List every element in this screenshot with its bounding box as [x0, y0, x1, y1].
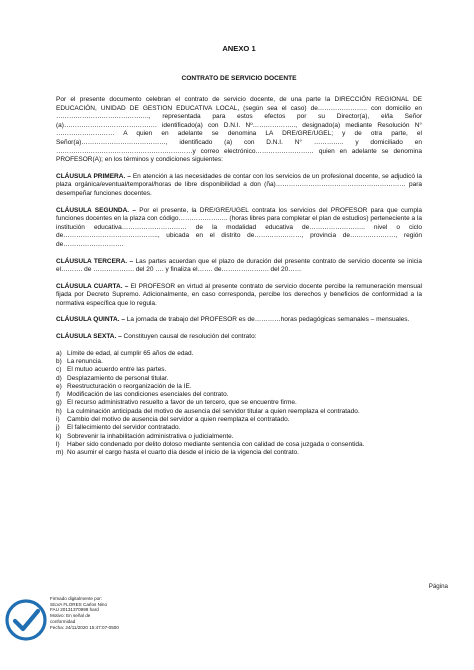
cause-marker: f) — [56, 391, 60, 399]
cause-text: Desplazamiento de personal titular. — [67, 374, 169, 382]
cause-marker: b) — [56, 357, 62, 365]
intro-paragraph: Por el presente documento celebran el contrato de servicio docente, de una parte la DIRECCIÓN REGIONAL DE EDUCACIÓN, UNIDAD DE GESTION EDUCATIVA LOCAL, (según sea el caso) de………………….. con domicilio en ……………………………………., representada para estos efectos por su Director(a), el/la Señor (a)……………………………………. identificado(a) con D.N.I. Nº……………….., designado(a) mediante Resolución N° ……………………… A quien en adelante se denomina LA DRE/GRE/UGEL; y de otra parte, el Señor(a)…………………………………, identificado (a) con D.N.I. N° ………….. y domiciliado en ………………………………………………………y correo electrónico……………………… quien en adelante se denomina PROFESOR(A); en los términos y condiciones siguientes: — [56, 96, 422, 164]
cause-marker: i) — [56, 416, 60, 424]
cause-text: Reestructuración o reorganización de la IE. — [67, 382, 192, 390]
cause-marker: g) — [56, 399, 62, 407]
cause-marker: l) — [56, 440, 60, 448]
cause-item — [56, 375, 422, 383]
cause-item — [56, 383, 422, 391]
clause-label: CLÁUSULA QUINTA. – — [56, 316, 125, 324]
clause-label: CLÁUSULA CUARTA. – — [56, 282, 129, 290]
signature-text — [50, 596, 119, 630]
cause-item — [56, 350, 422, 358]
clause-label: CLÁUSULA TERCERA. – — [56, 257, 134, 265]
cause-text: El fallecimiento del servidor contratado. — [67, 424, 181, 432]
causes-list — [56, 350, 422, 458]
clause-text: En atención a las necesidades de contar con los servicios de un profesional docente, se adjudicó la plaza orgánica/eventual/temporal/horas de libre disponibilidad a don (ña)…………………………………………………… para desempeñar funciones docentes. — [56, 172, 422, 197]
clause-label: CLÁUSULA PRIMERA. – — [56, 172, 131, 180]
clause-text: Constituyen causal de resolución del contrato: — [121, 333, 257, 341]
clause-text: La jornada de trabajo del PROFESOR es de…………horas pedagógicas semanales – mensuales. — [124, 316, 410, 324]
cause-text: Modificación de las condiciones esenciales del contrato. — [67, 391, 229, 399]
clause-text: Las partes acuerdan que el plazo de duración del presente contrato de servicio docente se inicia el………. de ………………. del 20 …. y finaliza el……. de…………………. del 20…… — [56, 257, 422, 274]
signature-line: Firmado digitalmente por: — [50, 596, 103, 601]
cause-marker: h) — [56, 407, 62, 415]
cause-marker: a) — [56, 349, 62, 357]
cause-item — [56, 408, 422, 416]
signature-line: SILVA FLORES Carlos Nino — [50, 601, 108, 607]
clause-paragraph — [56, 258, 422, 275]
clause-label: CLÁUSULA SEGUNDA. – — [56, 206, 137, 214]
cause-item — [56, 441, 422, 449]
clause-paragraph — [56, 316, 422, 325]
contract-title: CONTRATO DE SERVICIO DOCENTE — [181, 75, 297, 82]
cause-text: El mutuo acuerdo entre las partes. — [67, 366, 167, 374]
cause-item — [56, 366, 422, 374]
cause-item — [56, 391, 422, 399]
cause-text: El recurso administrativo resuelto a favor de un tercero, que se encuentre firme. — [67, 399, 297, 407]
cause-text: No asumir el cargo hasta el cuarto día desde el inicio de la vigencia del contrato. — [67, 449, 299, 457]
cause-text: La renuncia. — [67, 357, 103, 365]
cause-text: Haber sido condenado por delito doloso mediante sentencia con calidad de cosa juzgada o consentida. — [67, 440, 365, 448]
cause-item — [56, 358, 422, 366]
cause-text: La culminación anticipada del motivo de ausencia del servidor titular a quien reemplaza el contratado. — [67, 407, 360, 415]
cause-marker: d) — [56, 374, 62, 382]
cause-marker: c) — [56, 366, 62, 374]
signature-line: FAU 20131370998 hard — [50, 607, 99, 613]
clause-paragraph — [56, 207, 422, 250]
cause-text: Cambio del motivo de ausencia del servidor a quien reemplaza el contratado. — [67, 416, 290, 424]
clauses — [56, 173, 422, 325]
clause-sexta — [56, 333, 422, 342]
annex-title: ANEXO 1 — [222, 44, 256, 53]
cause-item — [56, 433, 422, 441]
cause-marker: j) — [56, 424, 60, 432]
cause-marker: e) — [56, 382, 62, 390]
signature-line: conformidad — [50, 618, 76, 624]
signature-line: Motivo: En señal de — [50, 613, 91, 619]
cause-item — [56, 416, 422, 424]
cause-text: Sobrevenir la inhabilitación administrativa o judicialmente. — [67, 432, 234, 440]
cause-marker: m) — [56, 449, 64, 457]
cause-item — [56, 424, 422, 432]
cause-marker: k) — [56, 432, 62, 440]
clause-paragraph — [56, 283, 422, 309]
cause-text: Límite de edad, al cumplir 65 años de edad. — [67, 349, 194, 357]
signature-line: Fecha: 24/11/2020 15:47:07-0500 — [50, 624, 119, 630]
signature-check — [15, 611, 38, 629]
clause-text: El PROFESOR en virtud al presente contrato de servicio docente percibe la remuneración mensual fijada por Decreto Supremo. Adicionalmente, en caso corresponda, percibe los derechos y beneficios de conformidad a la normativa específica que lo regula. — [56, 282, 423, 307]
clause-text: Por el presente, la DRE/GRE/UGEL contrata los servicios del PROFESOR para que cumpla funciones docentes en la plaza con código………………….. (horas libres para completar el plan de estudios) perteneciente a la institución educativa………………………… de la modalidad educativa de…………………….. nivel o ciclo de…………………………………….., ubicada en el distrito de………….………, provincia de…………………, región de………………………. — [56, 206, 423, 248]
cause-item — [56, 449, 422, 457]
clause-paragraph — [56, 173, 422, 199]
digital-signature — [4, 596, 154, 666]
page-label: Página — [428, 583, 448, 590]
cause-item — [56, 399, 422, 407]
clause-label: CLÁUSULA SEXTA. – — [56, 333, 122, 341]
signature-check-icon — [4, 598, 48, 642]
signature-ring — [7, 601, 45, 639]
